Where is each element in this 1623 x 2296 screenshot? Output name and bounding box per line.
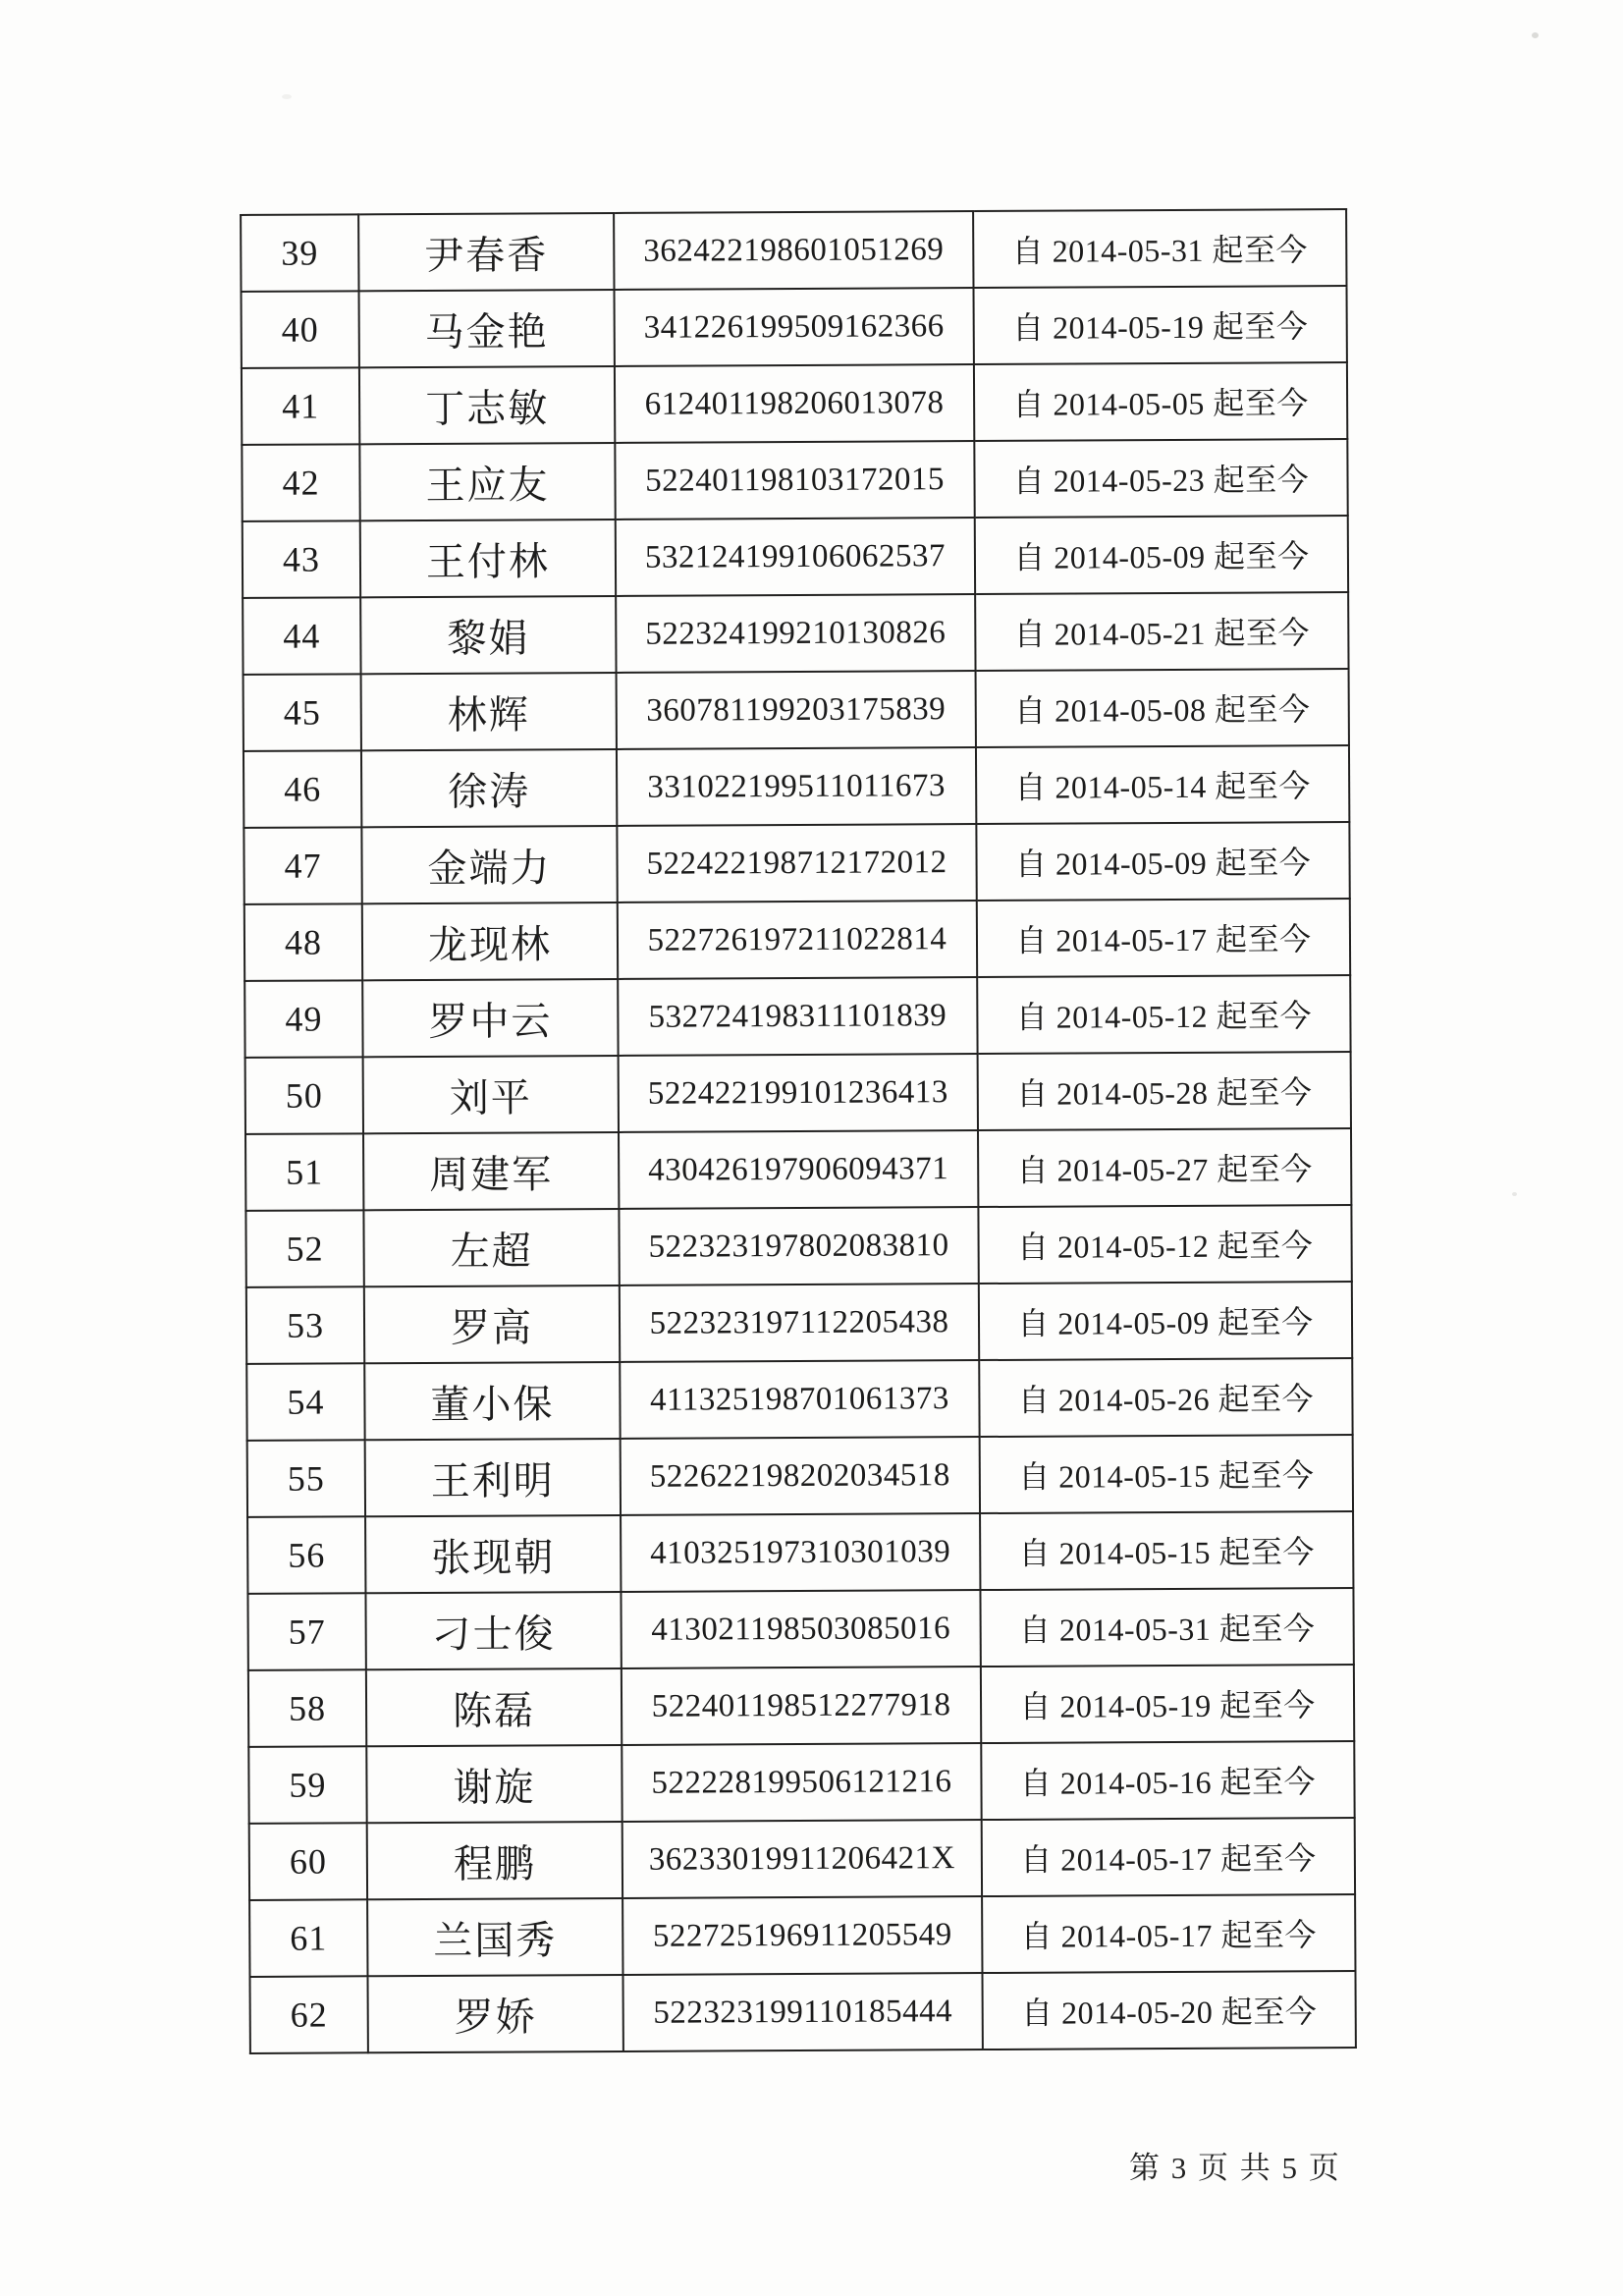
row-number-cell: 53	[246, 1286, 364, 1364]
name-cell: 陈磊	[366, 1668, 622, 1746]
period-cell: 自 2014-05-17 起至今	[982, 1818, 1355, 1896]
table-row	[247, 1435, 1353, 1517]
name-cell: 张现朝	[365, 1515, 621, 1593]
table-row	[249, 1894, 1355, 1977]
id-number-cell: 522726197211022814	[618, 901, 977, 979]
id-number-cell: 522323197802083810	[619, 1207, 978, 1285]
period-cell: 自 2014-05-23 起至今	[974, 439, 1347, 518]
period-cell: 自 2014-05-15 起至今	[980, 1435, 1353, 1513]
table-row	[242, 362, 1347, 445]
table-row	[243, 745, 1349, 828]
period-cell: 自 2014-05-19 起至今	[974, 286, 1347, 364]
table-row	[246, 1358, 1352, 1441]
id-number-cell: 522401198103172015	[615, 441, 974, 519]
id-number-cell: 360781199203175839	[617, 671, 976, 749]
row-number-cell: 60	[249, 1823, 367, 1900]
period-cell: 自 2014-05-12 起至今	[978, 1205, 1351, 1284]
table-row	[243, 516, 1348, 598]
name-cell: 程鹏	[367, 1822, 622, 1899]
row-number-cell: 52	[245, 1210, 363, 1287]
id-number-cell: 362422198601051269	[614, 211, 973, 290]
page-number-footer: 第 3 页 共 5 页	[1129, 2151, 1341, 2185]
row-number-cell: 50	[245, 1057, 363, 1134]
period-cell: 自 2014-05-17 起至今	[977, 899, 1350, 977]
roster-table-body	[241, 209, 1356, 2053]
roster-table	[240, 208, 1357, 2054]
period-cell: 自 2014-05-26 起至今	[979, 1358, 1352, 1437]
row-number-cell: 47	[243, 827, 361, 904]
id-number-cell: 522323197112205438	[620, 1284, 979, 1362]
row-number-cell: 39	[241, 214, 358, 292]
name-cell: 黎娟	[360, 596, 616, 674]
period-cell: 自 2014-05-17 起至今	[982, 1894, 1355, 1973]
period-cell: 自 2014-05-27 起至今	[978, 1128, 1351, 1207]
period-cell: 自 2014-05-15 起至今	[980, 1511, 1353, 1590]
name-cell: 王利明	[365, 1439, 621, 1516]
id-number-cell: 532724198311101839	[618, 977, 977, 1056]
row-number-cell: 54	[246, 1363, 364, 1441]
table-row	[245, 1205, 1351, 1287]
row-number-cell: 62	[250, 1976, 368, 2053]
table-row	[242, 286, 1347, 368]
period-cell: 自 2014-05-20 起至今	[982, 1971, 1355, 2050]
name-cell: 罗高	[364, 1285, 620, 1363]
name-cell: 王应友	[359, 443, 615, 520]
row-number-cell: 40	[242, 291, 359, 368]
period-cell: 自 2014-05-12 起至今	[977, 975, 1350, 1054]
period-cell: 自 2014-05-08 起至今	[976, 669, 1349, 747]
period-cell: 自 2014-05-09 起至今	[976, 822, 1349, 901]
name-cell: 罗中云	[362, 979, 618, 1057]
name-cell: 刁士俊	[365, 1592, 621, 1669]
name-cell: 龙现林	[362, 902, 618, 980]
period-cell: 自 2014-05-31 起至今	[973, 209, 1346, 288]
id-number-cell: 430426197906094371	[619, 1130, 978, 1209]
id-number-cell: 411325198701061373	[620, 1360, 979, 1439]
table-row	[247, 1588, 1353, 1670]
name-cell: 周建军	[363, 1132, 619, 1210]
row-number-cell: 45	[243, 674, 361, 751]
period-cell: 自 2014-05-28 起至今	[978, 1052, 1351, 1130]
name-cell: 王付林	[360, 519, 616, 597]
name-cell: 徐涛	[361, 749, 617, 827]
name-cell: 金端力	[361, 826, 617, 903]
table-row	[249, 1818, 1355, 1900]
table-row	[243, 822, 1349, 904]
id-number-cell: 522725196911205549	[622, 1896, 982, 1975]
row-number-cell: 44	[243, 597, 360, 675]
id-number-cell: 36233019911206421X	[622, 1820, 982, 1898]
row-number-cell: 56	[247, 1516, 365, 1594]
table-row	[250, 1971, 1356, 2053]
row-number-cell: 46	[243, 750, 361, 828]
scan-artifact-speck	[282, 94, 292, 99]
name-cell: 马金艳	[359, 290, 615, 367]
id-number-cell: 612401198206013078	[615, 364, 974, 443]
table-row	[246, 1282, 1352, 1364]
period-cell: 自 2014-05-09 起至今	[979, 1282, 1352, 1360]
row-number-cell: 48	[244, 903, 362, 981]
table-row	[244, 899, 1350, 981]
name-cell: 兰国秀	[367, 1898, 622, 1976]
id-number-cell: 522401198512277918	[622, 1667, 981, 1745]
id-number-cell: 410325197310301039	[621, 1513, 980, 1592]
table-row	[243, 592, 1348, 675]
table-row	[241, 209, 1346, 292]
id-number-cell: 522422198712172012	[617, 824, 976, 902]
scan-artifact-speck	[1512, 1192, 1517, 1196]
id-number-cell: 522324199210130826	[616, 594, 975, 673]
name-cell: 罗娇	[367, 1975, 622, 2052]
row-number-cell: 43	[243, 520, 360, 598]
row-number-cell: 55	[247, 1440, 365, 1517]
period-cell: 自 2014-05-05 起至今	[974, 362, 1347, 441]
row-number-cell: 59	[248, 1746, 366, 1824]
name-cell: 尹春香	[358, 213, 614, 291]
row-number-cell: 58	[248, 1669, 366, 1747]
table-row	[245, 1128, 1351, 1211]
table-row	[243, 669, 1349, 751]
table-row	[242, 439, 1347, 521]
row-number-cell: 61	[249, 1899, 367, 1977]
row-number-cell: 49	[244, 980, 362, 1058]
period-cell: 自 2014-05-09 起至今	[975, 516, 1348, 594]
scan-artifact-speck	[1065, 242, 1069, 246]
period-cell: 自 2014-05-14 起至今	[976, 745, 1349, 824]
table-row	[245, 1052, 1351, 1134]
name-cell: 丁志敏	[359, 366, 615, 444]
row-number-cell: 41	[242, 367, 359, 445]
table-row	[248, 1665, 1354, 1747]
id-number-cell: 341226199509162366	[615, 288, 974, 366]
id-number-cell: 522622198202034518	[621, 1437, 980, 1515]
id-number-cell: 532124199106062537	[616, 518, 975, 596]
name-cell: 董小保	[364, 1362, 620, 1440]
name-cell: 刘平	[363, 1056, 619, 1133]
id-number-cell: 413021198503085016	[621, 1590, 980, 1668]
table-row	[244, 975, 1350, 1058]
id-number-cell: 522228199506121216	[622, 1743, 981, 1822]
period-cell: 自 2014-05-19 起至今	[981, 1665, 1354, 1743]
table-row	[248, 1741, 1354, 1824]
row-number-cell: 51	[245, 1133, 363, 1211]
name-cell: 左超	[363, 1209, 619, 1286]
period-cell: 自 2014-05-21 起至今	[975, 592, 1348, 671]
period-cell: 自 2014-05-31 起至今	[980, 1588, 1353, 1667]
id-number-cell: 331022199511011673	[617, 747, 976, 826]
id-number-cell: 522422199101236413	[619, 1054, 978, 1132]
table-row	[247, 1511, 1353, 1594]
row-number-cell: 57	[247, 1593, 365, 1670]
row-number-cell: 42	[242, 444, 359, 521]
scan-artifact-speck	[1532, 32, 1539, 38]
name-cell: 谢旋	[366, 1745, 622, 1823]
period-cell: 自 2014-05-16 起至今	[981, 1741, 1354, 1820]
id-number-cell: 522323199110185444	[622, 1973, 982, 2051]
name-cell: 林辉	[361, 673, 617, 750]
